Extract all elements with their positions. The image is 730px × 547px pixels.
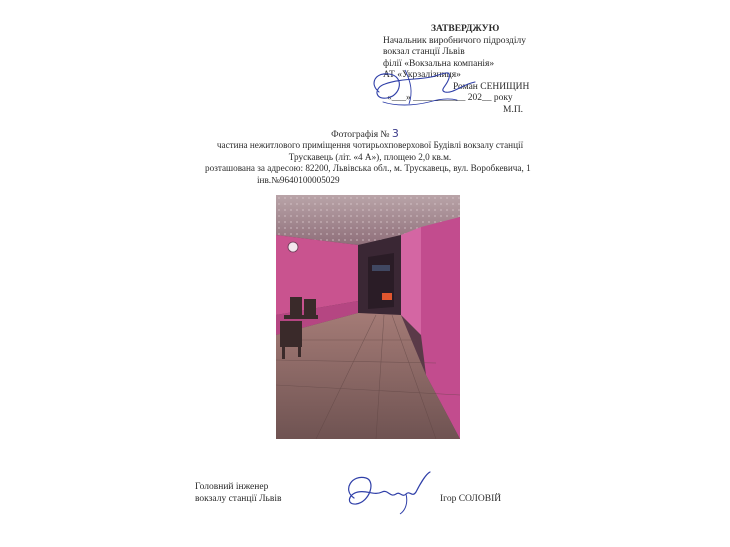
position-line-2: вокзалу станції Львів bbox=[195, 494, 282, 504]
description-line-2: Трускавець (літ. «4 А»), площею 2,0 кв.м. bbox=[288, 151, 452, 162]
photo-number: 3 bbox=[391, 127, 399, 140]
photo-label: Фотографія № bbox=[331, 130, 390, 140]
description-line-3: розташована за адресою: 82200, Львівська обл., м. Трускавець, вул. Воробкевича, 1 bbox=[205, 163, 531, 173]
premises-description bbox=[205, 140, 535, 186]
approval-signer: Роман СЕНИЩИН bbox=[453, 81, 530, 92]
position-line-1: Головний інженер bbox=[195, 482, 269, 492]
approval-line-4: АТ «Укрзалізниця» bbox=[383, 70, 461, 80]
engineer-position bbox=[195, 481, 282, 505]
approval-line-1: Начальник виробничого підрозділу bbox=[383, 35, 526, 46]
engineer-name: Ігор СОЛОВІЙ bbox=[440, 494, 502, 504]
stamp-place: М.П. bbox=[503, 104, 524, 115]
corridor-photo bbox=[276, 195, 460, 439]
engineer-signature bbox=[340, 468, 440, 516]
approval-heading: ЗАТВЕРДЖУЮ bbox=[431, 24, 500, 34]
approval-line-3: філії «Вокзальна компанія» bbox=[383, 58, 495, 69]
inventory-number: інв.№9640100005029 bbox=[257, 174, 340, 185]
approval-date-line: «___» ___________ 202__ року bbox=[387, 93, 513, 103]
description-line-1: частина нежитлового приміщення чотирьохповерхової Будівлі вокзалу станції bbox=[216, 140, 524, 150]
approval-signature bbox=[365, 62, 485, 112]
approval-line-2: вокзал станції Львів bbox=[383, 47, 465, 57]
